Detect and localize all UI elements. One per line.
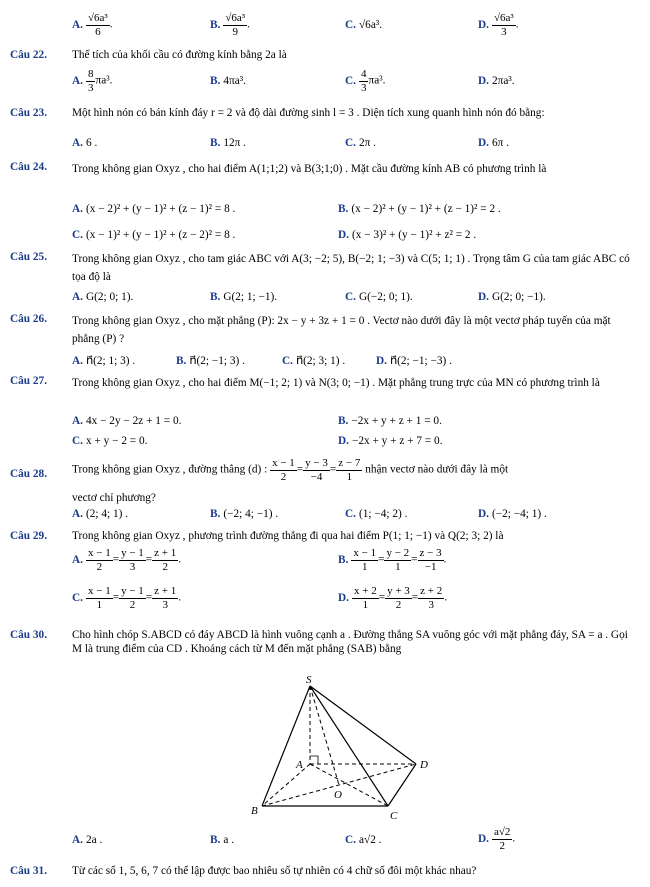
label-d: D [420,759,428,771]
question-23 [0,106,650,158]
q26-option-a[interactable]: A. n⃗(2; 1; 3) . [72,355,136,367]
question-label: Câu 31. [10,865,48,877]
question-25 [0,250,650,312]
edge-so [310,686,339,785]
q27-option-b[interactable]: B. −2x + y + z + 1 = 0. [338,415,442,427]
question-29 [0,529,650,625]
question-21 [0,8,650,40]
label-b: B [251,805,258,817]
edge-ac [310,764,388,806]
q26-option-c[interactable]: C. n⃗(2; 3; 1) . [282,355,346,367]
q29-option-c[interactable]: C. $\frac{x - 1}{1}$ = $\frac{y - 1}{2}$ = $\frac{z + 1}{3}$ . [72,585,182,611]
question-label: Câu 23. [10,107,48,119]
q25-option-a[interactable]: A. G(2; 0; 1). [72,291,134,303]
question-label: Câu 30. [10,629,48,641]
q24-option-d[interactable]: D. (x − 3)² + (y − 1)² + z² = 2 . [338,229,477,241]
q27-option-a[interactable]: A. 4x − 2y − 2z + 1 = 0. [72,415,182,427]
q22-option-b[interactable]: B. 4πa³. [210,75,246,87]
right-angle-mark [310,756,318,764]
question-label: Câu 26. [10,313,48,325]
q29-option-a[interactable]: A. $\frac{x - 1}{2}$ = $\frac{y - 1}{3}$ = $\frac{z + 1}{2}$ . [72,547,182,573]
q24-option-a[interactable]: A. (x − 2)² + (y − 1)² + (z − 1)² = 8 . [72,203,236,215]
question-28 [0,457,650,527]
question-stem: Trong không gian Oxyz , cho hai điểm M(−1; 2; 1) và N(3; 0; −1) . Mặt phẳng trung trực của MN có phương trình là [72,377,600,389]
edge-sd [310,686,416,764]
q27-option-c[interactable]: C. x + y − 2 = 0. [72,435,148,447]
q25-option-b[interactable]: B. G(2; 1; −1). [210,291,278,303]
q29-option-b[interactable]: B. $\frac{x - 1}{1}$ = $\frac{y - 2}{1}$ = $\frac{z - 3}{-1}$ . [338,547,447,573]
question-stem: Một hình nón có bán kính đáy r = 2 và độ dài đường sinh l = 3 . Diện tích xung quanh hình nón đó bằng: [72,107,545,119]
question-stem: Từ các số 1, 5, 6, 7 có thể lập được bao nhiêu số tự nhiên có 4 chữ số đôi một khác nhau? [72,865,477,877]
q23-option-b[interactable]: B. 12π . [210,137,247,149]
q28-option-d[interactable]: D. (−2; −4; 1) . [478,508,547,520]
question-31 [0,864,650,884]
edge-sb [262,686,310,806]
question-22 [0,48,650,100]
question-stem: Trong không gian Oxyz , cho hai điểm A(1;1;2) và B(3;1;0) . Mặt cầu đường kính AB có phương trình là [72,163,547,175]
q21-option-c[interactable]: C. √6a³. [345,19,383,31]
q30-option-b[interactable]: B. a . [210,834,235,846]
label-s: S [306,674,312,686]
pyramid-figure [238,674,452,826]
question-stem: Thể tích của khối cầu có đường kính bằng 2a là [72,49,287,61]
q25-option-c[interactable]: C. G(−2; 0; 1). [345,291,413,303]
q27-option-d[interactable]: D. −2x + y + z + 7 = 0. [338,435,443,447]
q23-option-d[interactable]: D. 6π . [478,137,509,149]
q24-option-c[interactable]: C. (x − 1)² + (y − 1)² + (z − 2)² = 8 . [72,229,236,241]
q23-option-a[interactable]: A. 6 . [72,137,98,149]
q22-option-a[interactable]: A. $\frac{8}{3}$ πa³. [72,68,113,94]
q28-option-c[interactable]: C. (1; −4; 2) . [345,508,408,520]
q21-option-d[interactable]: D. $\frac{\text{√6a³}}{3}$ . [478,12,519,38]
q28-option-a[interactable]: A. (2; 4; 1) . [72,508,129,520]
question-stem: Trong không gian Oxyz , cho mặt phẳng (P): 2x − y + 3z + 1 = 0 . Vectơ nào dưới đây là một vectơ pháp tuyến của mặt phẳng (P) ? [72,315,611,346]
q28-option-b[interactable]: B. (−2; 4; −1) . [210,508,279,520]
question-label: Câu 22. [10,49,48,61]
edge-sc [310,686,388,806]
question-27 [0,374,650,460]
question-stem-line2: vectơ chỉ phương? [72,492,156,504]
q26-option-d[interactable]: D. n⃗(2; −1; −3) . [376,355,452,367]
question-stem: Trong không gian Oxyz , đường thẳng (d) : $\frac{x - 1}{2}$ = $\frac{y - 3}{-4}$ = $\frac{z - 7}{1}$ nhận vectơ nào dưới đây là một [72,457,509,483]
question-label: Câu 24. [10,161,48,173]
question-stem: Trong không gian Oxyz , phương trình đường thẳng đi qua hai điểm P(1; 1; −1) và Q(2; 3; 2) là [72,530,504,542]
q24-option-b[interactable]: B. (x − 2)² + (y − 1)² + (z − 1)² = 2 . [338,203,501,215]
question-stem: Cho hình chóp S.ABCD có đáy ABCD là hình vuông cạnh a . Đường thẳng SA vuông góc với mặt phẳng đáy, SA = a . Gọi M là trung điểm của CD . Khoảng cách từ M đến mặt phẳng (SAB) bằng [72,629,628,656]
question-24 [0,160,650,250]
question-label: Câu 29. [10,530,48,542]
question-label: Câu 28. [10,468,48,480]
label-a: A [296,759,303,771]
q30-option-d[interactable]: D. $\frac{a√2}{2}$ . [478,826,516,852]
q26-option-b[interactable]: B. n⃗(2; −1; 3) . [176,355,245,367]
q30-option-c[interactable]: C. a√2 . [345,834,382,846]
q21-option-a[interactable]: A. $\frac{\text{√6a³}}{6}$ . [72,12,113,38]
question-26 [0,312,650,374]
q21-option-b[interactable]: B. $\frac{\text{√6a³}}{9}$ . [210,12,250,38]
label-c: C [390,810,398,822]
q22-option-d[interactable]: D. 2πa³. [478,75,515,87]
question-label: Câu 25. [10,251,48,263]
q30-option-a[interactable]: A. 2a . [72,834,103,846]
q23-option-c[interactable]: C. 2π . [345,137,376,149]
label-o: O [334,789,342,801]
q29-option-d[interactable]: D. $\frac{x + 2}{1}$ = $\frac{y + 3}{2}$ = $\frac{z + 2}{3}$ . [338,585,448,611]
q22-option-c[interactable]: C. $\frac{4}{3}$ πa³. [345,68,386,94]
question-label: Câu 27. [10,375,48,387]
question-stem: Trong không gian Oxyz , cho tam giác ABC với A(3; −2; 5), B(−2; 1; −3) và C(5; 1; 1) . Trọng tâm G của tam giác ABC có tọa độ là [72,253,630,284]
q25-option-d[interactable]: D. G(2; 0; −1). [478,291,546,303]
